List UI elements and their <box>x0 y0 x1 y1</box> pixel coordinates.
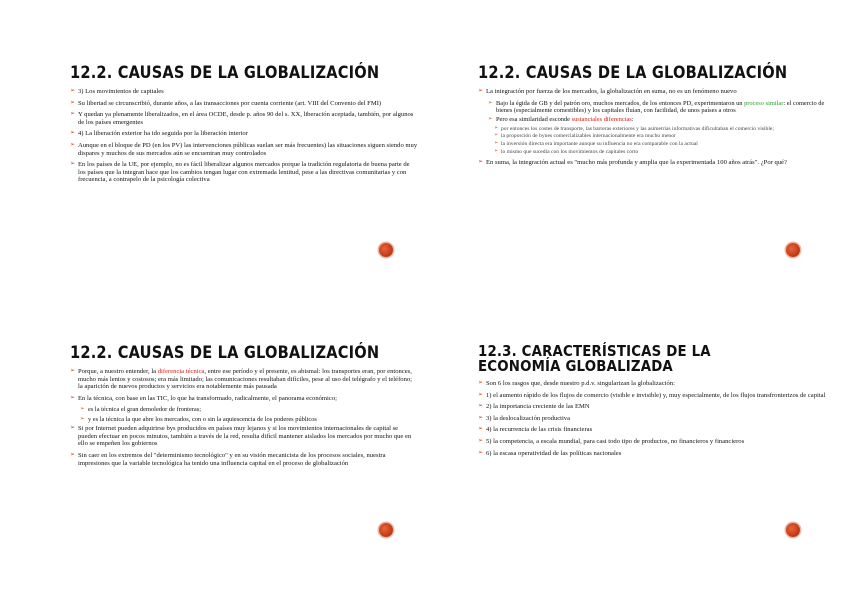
highlight-text: diferencia técnica <box>157 368 205 375</box>
bullet: ➢ 2) la importancia creciente de las EMN <box>478 403 826 411</box>
slide-marker-icon <box>379 523 393 537</box>
slide-marker-icon <box>786 523 800 537</box>
slide-1 <box>70 64 418 294</box>
bullet: ➢ 6) la escasa operatividad de las políticas nacionales <box>478 450 826 458</box>
sub-bullet: ➢ Pero esa similaridad esconde sustanciales diferencias: <box>488 116 826 123</box>
slide-3 <box>70 344 418 574</box>
slide-2 <box>478 64 826 294</box>
bullet: ➢ Aunque en el bloque de PD (en los PV) las intervenciones públicas suelan ser más frecuentes) las situaciones siguen siendo muy dispares y muchos de sus mercados aún se encuentran muy controlados <box>70 142 418 157</box>
sub-sub-bullet: ➢ por entonces los costes de transporte, las barreras exteriores y las asimetrías informativas dificultaban el comercio visible; <box>494 126 826 133</box>
slide-3-title: 12.2. CAUSAS DE LA GLOBALIZACIÓN <box>70 343 380 363</box>
slide-4-title: 12.3. CARACTERÍSTICAS DE LA ECONOMÍA GLOBALIZADA <box>478 342 711 375</box>
bullet: ➢ Su libertad se circunscribió, durante años, a las transacciones por cuenta corriente (art. VIII del Convenio del FMI) <box>70 100 418 108</box>
bullet: ➢ 5) la competencia, a escala mundial, para casi todo tipo de productos, no financieros y financieros <box>478 438 826 446</box>
bullet: ➢ En la técnica, con base en las TIC, lo que ha transformado, radicalmente, el panorama económico; <box>70 395 418 403</box>
sub-bullet: ➢ y es la técnica la que abre los mercados, con o sin la aquiescencia de los poderes públicos <box>80 416 418 423</box>
sub-bullet: ➢ Bajo la égida de GB y del patrón oro, muchos mercados, de los entonces PD, experimentaron un proceso similar: el comercio de bienes (especialmente comestibles) y los capitales fluían, con facilidad, de unos países a otros <box>488 100 826 115</box>
bullet: ➢ 4) la recurrencia de las crisis financieras <box>478 426 826 434</box>
slide-marker-icon <box>786 243 800 257</box>
bullet: ➢ 4) La liberación exterior ha ido seguida por la liberación interior <box>70 130 418 138</box>
bullet: ➢ Son 6 los rasgos que, desde nuestro p.d.v. singularizan la globalización: <box>478 380 826 388</box>
highlight-text: sustanciales diferencias <box>571 116 632 124</box>
sub-sub-bullet: ➢ la proporción de bynes comercializables internacionalmente era mucho menor <box>494 133 826 140</box>
slide-2-bullets <box>478 88 826 167</box>
bullet: ➢ Y quedan ya plenamente liberalizados, en el área OCDE, desde p. años 90 del s. XX, liberación aceptada, también, por algunos de los países emergentes <box>70 111 418 126</box>
sub-sub-bullet: ➢ la inversión directa era importante aunque su influencia no era comparable con la actual <box>494 141 826 148</box>
bullet: ➢ Si por Internet pueden adquirirse bys producidos en países muy lejanos y si los movimientos internacionales de capital se pueden efectuar en pocos minutos, también a través de la red, resulta difícil mantener aislados los mercados por mucho que en ello se empeñen los gobiernos <box>70 425 418 448</box>
bullet: ➢ 1) el aumento rápido de los flujos de comercio (visible e invisible) y, muy especialmente, de los flujos transfronterizos de capital <box>478 392 826 400</box>
bullet: ➢ Porque, a nuestro entender, la diferencia técnica, entre ese período y el presente, es abismal: los transportes eran, por entonces, mucho más lentos y costosos; era más limitado; las comunicaciones resultaban difíciles, pese al uso del telégrafo y el teléfono; la aparición de nuevos productos y servicios era notablemente más pausada <box>70 368 418 391</box>
bullet: ➢ Sin caer en los extremos del "determinismo tecnológico" y en su visión mecanicista de los procesos sociales, nuestra impresiones que la variable tecnológica ha tenido una influencia capital en el proceso de globalización <box>70 452 418 467</box>
bullet: ➢ En suma, la integración actual es "mucho más profunda y amplia que la experimentada 100 años atrás". ¿Por qué? <box>478 159 826 167</box>
bullet: ➢ 3) Los movimientos de capitales <box>70 88 418 96</box>
bullet: ➢ En los países de la UE, por ejemplo, no es fácil liberalizar algunos mercados porque la tradición regulatoria de buena parte de los países que la integran hace que los cambios tengan lugar con extremada lentitud, pese a las directivas comunitarias y con frecuencia, a contrapelo de la psicología colectiva <box>70 161 418 184</box>
sub-bullet: ➢ es la técnica el gran demoledor de fronteras; <box>80 406 418 413</box>
slide-4-bullets <box>478 380 826 457</box>
slide-3-bullets <box>70 368 418 467</box>
bullet: ➢ 3) la deslocalización productiva <box>478 415 826 423</box>
slide-marker-icon <box>379 243 393 257</box>
slide-1-bullets <box>70 88 418 184</box>
bullet: ➢ La integración por fuerza de los mercados, la globalización en suma, no es un fenómeno nuevo <box>478 88 826 96</box>
slide-4 <box>478 344 826 574</box>
slide-2-title: 12.2. CAUSAS DE LA GLOBALIZACIÓN <box>478 63 788 83</box>
sub-sub-bullet: ➢ lo mismo que sucedía con los movimientos de capitales corto <box>494 149 826 156</box>
slide-1-title: 12.2. CAUSAS DE LA GLOBALIZACIÓN <box>70 63 380 83</box>
highlight-text: proceso similar <box>744 99 784 107</box>
